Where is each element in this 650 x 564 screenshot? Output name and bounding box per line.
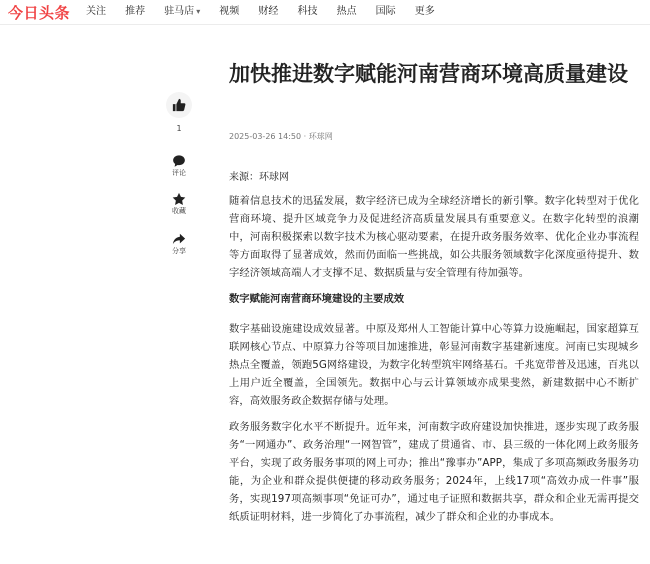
favorite-button[interactable] xyxy=(164,192,194,216)
share-label: 分享 xyxy=(172,247,186,255)
article-meta: 2025-03-26 14:50 · 环球网 xyxy=(229,132,333,141)
thumbs-up-icon xyxy=(172,98,186,112)
nav-item-hot[interactable]: 热点 xyxy=(336,6,357,17)
like-count: 1 xyxy=(176,124,182,133)
article-paragraph-infrastructure: 数字基础设施建设成效显著。中原及郑州人工智能计算中心等算力设施崛起，国家超算互联网核心节点、中原算力谷等项目加速推进，彰显河南数字基建新速度。河南已实现城乡热点全覆盖，领跑5G网络建设，为数字化转型筑牢网络基石。千兆宽带普及迅速，百兆以上用户近全覆盖，全国领先。数据中心与云计算领域亦成果斐然，新建数据中心不断扩容，高效服务政企数据存储与处理。 xyxy=(229,323,639,407)
like-button[interactable] xyxy=(164,92,194,134)
nav-item-local[interactable] xyxy=(164,5,200,19)
star-icon xyxy=(172,192,186,206)
nav-item-follow[interactable]: 关注 xyxy=(86,6,106,17)
comment-button[interactable] xyxy=(164,154,194,178)
share-button[interactable] xyxy=(164,232,194,256)
comment-label: 评论 xyxy=(172,169,186,177)
article-paragraph-government-services: 政务服务数字化水平不断提升。近年来，河南数字政府建设加快推进，逐步实现了政务服务“一网通办”、政务治理“一网智管”，建成了贯通省、市、县三级的一体化网上政务服务平台，实现了政务服务事项的网上可办；推出“豫事办”APP，集成了多项高频政务服务功能，为企业和群众提供便捷的移动政务服务；2024年，上线17项“高效办成一件事”服务，实现197项高频事项“免证可办”，通过电子证照和数据共享，群众和企业无需再提交纸质证明材料，进一步简化了办事流程，减少了群众和企业的办事成本。 xyxy=(229,421,639,523)
nav-item-tech[interactable]: 科技 xyxy=(297,6,318,17)
article-subheading: 数字赋能河南营商环境建设的主要成效 xyxy=(229,293,405,305)
comment-icon xyxy=(172,154,186,168)
share-arrow-icon xyxy=(172,232,186,246)
nav-item-finance[interactable]: 财经 xyxy=(258,6,279,17)
channel-nav xyxy=(86,5,449,21)
toutiao-logo[interactable]: 今日头条 xyxy=(8,4,71,22)
article-source: 来源：环球网 xyxy=(229,172,289,183)
nav-item-video[interactable]: 视频 xyxy=(219,6,240,17)
favorite-label: 收藏 xyxy=(172,207,186,215)
article-title: 加快推进数字赋能河南营商环境高质量建设 xyxy=(229,62,628,86)
nav-item-more[interactable]: 更多 xyxy=(414,6,435,17)
nav-item-international[interactable]: 国际 xyxy=(375,6,396,17)
top-nav-bar xyxy=(0,0,650,25)
article-body xyxy=(229,192,639,534)
nav-item-local-label: 驻马店 xyxy=(164,6,195,17)
like-icon-wrap xyxy=(166,92,192,118)
chevron-down-icon: ▾ xyxy=(196,7,201,16)
article-paragraph-intro: 随着信息技术的迅猛发展，数字经济已成为全球经济增长的新引擎。数字化转型对于优化营商环境、提升区域竞争力及促进经济高质量发展具有重要意义。在数字化转型的浪潮中，河南积极探索以数字技术为核心驱动要素，在提升政务服务效率、优化企业办事流程等方面取得了显著成效，然而仍面临一些挑战，如公共服务领域数字化深度亟待提升、数字经济领域高端人才支撑不足、数据质量与安全管理有待加强等。 xyxy=(229,195,639,279)
nav-item-recommend[interactable]: 推荐 xyxy=(125,6,146,17)
